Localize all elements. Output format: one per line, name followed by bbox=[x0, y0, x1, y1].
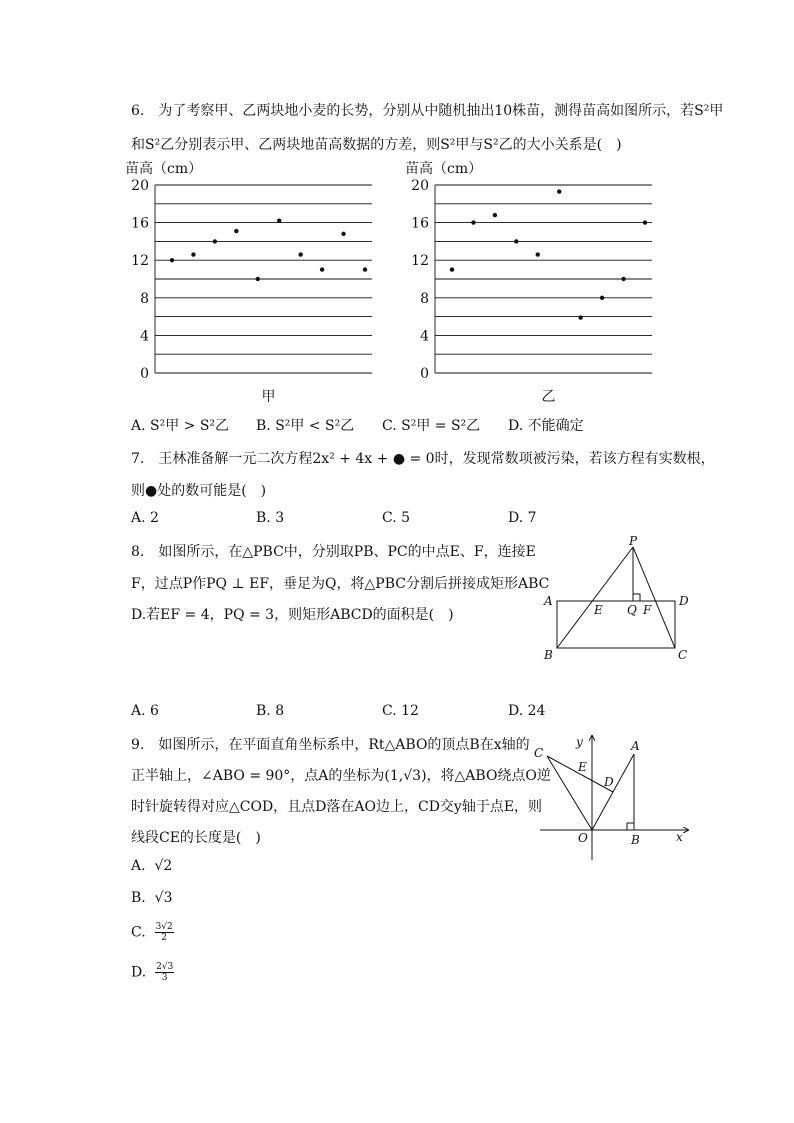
q9-option-b[interactable] bbox=[131, 890, 172, 906]
q9-option-c[interactable] bbox=[131, 922, 174, 943]
chart-jia-tick-label: 0 bbox=[140, 366, 149, 382]
q9-option-d[interactable] bbox=[131, 962, 174, 983]
q9-option-d-fraction bbox=[155, 962, 174, 983]
q9-option-d-numerator: 2√3 bbox=[156, 962, 174, 972]
q9-label-c: C bbox=[534, 746, 544, 760]
chart-yi-point bbox=[578, 315, 582, 319]
chart-jia-point bbox=[298, 252, 302, 256]
chart-jia-point bbox=[256, 277, 260, 281]
chart-yi-tick-label: 16 bbox=[411, 215, 429, 232]
q9-label-o: O bbox=[578, 831, 588, 845]
q8-figure bbox=[530, 535, 700, 670]
chart-yi bbox=[400, 155, 670, 410]
chart-yi-tick-label: 4 bbox=[420, 328, 429, 345]
q8-label-p: P bbox=[629, 535, 638, 548]
q8-label-a: A bbox=[544, 594, 553, 608]
chart-jia-title: 甲 bbox=[261, 389, 276, 405]
chart-jia-tick-label: 4 bbox=[140, 328, 149, 345]
chart-yi-point bbox=[621, 277, 625, 281]
chart-yi-point bbox=[514, 239, 518, 243]
q9-option-a[interactable] bbox=[131, 858, 172, 874]
q8-segment-pc bbox=[633, 547, 675, 648]
q9-option-b-value: √3 bbox=[154, 890, 173, 906]
q9-label-y: y bbox=[576, 735, 583, 749]
q9-option-d-prefix: D. bbox=[131, 964, 147, 981]
q8-option-a[interactable]: A. 6 bbox=[131, 703, 159, 719]
q6-option-a[interactable]: A. S²甲 > S²乙 bbox=[131, 418, 230, 434]
chart-yi-tick-label: 20 bbox=[411, 178, 429, 194]
q8-option-b[interactable]: B. 8 bbox=[256, 703, 285, 719]
chart-yi-point bbox=[600, 296, 604, 300]
q9-label-e: E bbox=[578, 760, 587, 774]
q7-option-c[interactable]: C. 5 bbox=[382, 510, 411, 526]
q8-label-e: E bbox=[594, 603, 603, 617]
chart-yi-tick-label: 12 bbox=[411, 253, 429, 270]
chart-yi-title: 乙 bbox=[541, 389, 556, 405]
q8-line2: F，过点P作PQ ⊥ EF，垂足为Q，将△PBC分割后拼接成矩形ABC bbox=[131, 576, 550, 592]
q9-option-a-prefix: A. bbox=[131, 858, 146, 874]
q9-option-c-prefix: C. bbox=[131, 924, 146, 941]
chart-yi-point bbox=[557, 189, 561, 193]
chart-jia-point bbox=[363, 267, 367, 271]
chart-jia-point bbox=[213, 239, 217, 243]
q6-option-b[interactable]: B. S²甲 < S²乙 bbox=[256, 418, 355, 434]
q7-option-b[interactable]: B. 3 bbox=[256, 510, 285, 526]
q9-option-c-numerator: 3√2 bbox=[155, 922, 173, 932]
chart-jia-tick-label: 20 bbox=[131, 178, 149, 194]
q8-right-angle-mark bbox=[633, 594, 640, 601]
q9-label-d: D bbox=[604, 775, 614, 789]
chart-jia-point bbox=[277, 219, 281, 223]
q7-line1: 7. 王林准备解一元二次方程2x² + 4x + ● = 0时，发现常数项被污染，若该方程有实数根， bbox=[131, 451, 715, 467]
q8-line3: D.若EF = 4，PQ = 3，则矩形ABCD的面积是( ) bbox=[131, 607, 454, 623]
q9-option-a-value: √2 bbox=[154, 858, 173, 874]
q9-label-b: B bbox=[631, 833, 640, 847]
q6-option-d[interactable]: D. 不能确定 bbox=[508, 418, 584, 434]
q9-option-d-denominator: 3 bbox=[161, 973, 168, 983]
chart-jia-point bbox=[191, 252, 195, 256]
q7-option-a[interactable]: A. 2 bbox=[131, 510, 159, 526]
chart-jia bbox=[120, 155, 390, 410]
q9-right-angle-mark bbox=[627, 823, 634, 830]
chart-yi-point bbox=[536, 252, 540, 256]
chart-jia-tick-label: 16 bbox=[131, 215, 149, 232]
chart-jia-point bbox=[170, 258, 174, 262]
q8-line1: 8. 如图所示，在△PBC中，分别取PB、PC的中点E、F，连接E bbox=[131, 544, 536, 560]
q9-figure bbox=[530, 730, 695, 865]
chart-yi-ylabel: 苗高（cm） bbox=[405, 161, 483, 177]
q8-option-c[interactable]: C. 12 bbox=[382, 703, 419, 719]
q9-label-x: x bbox=[676, 830, 683, 844]
chart-yi-point bbox=[643, 220, 647, 224]
chart-jia-point bbox=[234, 229, 238, 233]
chart-yi-tick-label: 8 bbox=[420, 290, 429, 307]
q9-line4: 线段CE的长度是( ) bbox=[131, 830, 261, 846]
chart-yi-point bbox=[471, 220, 475, 224]
q8-label-f: F bbox=[643, 603, 652, 617]
q8-segment-pb bbox=[557, 547, 633, 648]
chart-jia-point bbox=[341, 232, 345, 236]
q7-line2: 则●处的数可能是( ) bbox=[131, 483, 267, 499]
chart-jia-point bbox=[320, 267, 324, 271]
q6-line2: 和S²乙分别表示甲、乙两块地苗高数据的方差，则S²甲与S²乙的大小关系是( ) bbox=[131, 137, 622, 153]
chart-jia-tick-label: 8 bbox=[140, 290, 149, 307]
chart-jia-tick-label: 12 bbox=[131, 253, 149, 270]
q8-label-c: C bbox=[678, 648, 688, 662]
q9-line2: 正半轴上，∠ABO = 90°，点A的坐标为(1,√3)，将△ABO绕点O逆 bbox=[131, 768, 551, 784]
q9-option-b-prefix: B. bbox=[131, 890, 146, 906]
q9-line3: 时针旋转得对应△COD，且点D落在AO边上，CD交y轴于点E，则 bbox=[131, 799, 543, 815]
q6-line1: 6. 为了考察甲、乙两块地小麦的长势，分别从中随机抽出10株苗，测得苗高如图所示，若S²甲 bbox=[131, 103, 724, 119]
chart-yi-point bbox=[493, 213, 497, 217]
q8-option-d[interactable]: D. 24 bbox=[508, 703, 546, 719]
q9-option-c-fraction bbox=[155, 922, 174, 943]
q8-label-b: B bbox=[544, 648, 553, 662]
q9-label-a: A bbox=[631, 739, 640, 753]
q8-label-d: D bbox=[679, 594, 689, 608]
q6-option-c[interactable]: C. S²甲 = S²乙 bbox=[382, 418, 481, 434]
q9-line1: 9. 如图所示，在平面直角坐标系中，Rt△ABO的顶点B在x轴的 bbox=[131, 737, 530, 753]
q7-option-d[interactable]: D. 7 bbox=[508, 510, 537, 526]
chart-yi-point bbox=[450, 267, 454, 271]
q8-label-q: Q bbox=[627, 603, 637, 617]
chart-yi-tick-label: 0 bbox=[420, 366, 429, 382]
q9-option-c-denominator: 2 bbox=[161, 933, 168, 943]
chart-jia-ylabel: 苗高（cm） bbox=[125, 161, 203, 177]
